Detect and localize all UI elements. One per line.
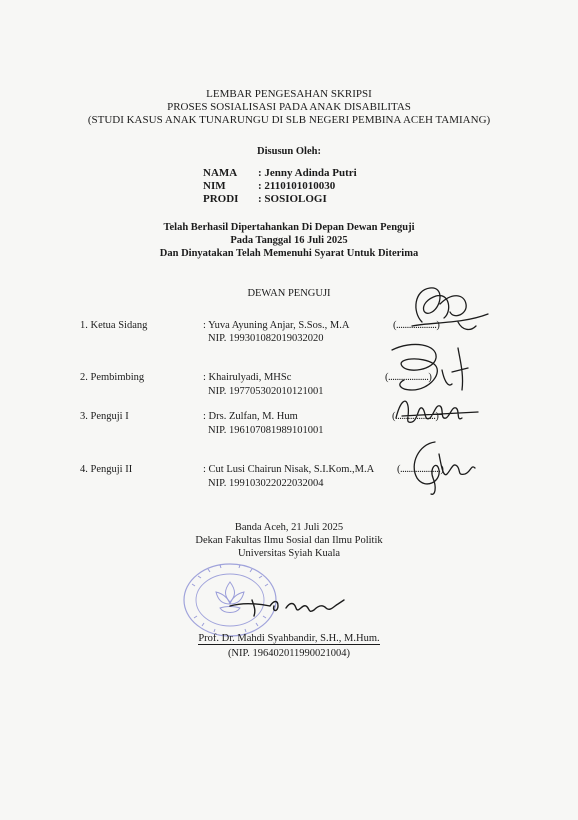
author-prodi-value: : SOSIOLOGI bbox=[258, 193, 327, 205]
examiner-4-signature bbox=[395, 434, 485, 498]
place-date: Banda Aceh, 21 Juli 2025 bbox=[234, 522, 344, 533]
author-heading: Disusun Oleh: bbox=[257, 146, 321, 157]
thesis-title-line1: PROSES SOSIALISASI PADA ANAK DISABILITAS bbox=[167, 101, 411, 113]
author-name-value: : Jenny Adinda Putri bbox=[258, 167, 357, 179]
defense-line1: Telah Berhasil Dipertahankan Di Depan Dewan Penguji bbox=[163, 222, 415, 233]
examiner-1-nip: NIP. 199301082019032020 bbox=[208, 333, 324, 344]
defense-line2: Pada Tanggal 16 Juli 2025 bbox=[230, 235, 348, 246]
dean-signature bbox=[224, 592, 354, 622]
dean-name-text: Prof. Dr. Mahdi Syahbandir, S.H., M.Hum. bbox=[198, 633, 380, 644]
examiner-3-role: 3. Penguji I bbox=[80, 411, 129, 422]
dean-title: Dekan Fakultas Ilmu Sosial dan Ilmu Politik bbox=[195, 535, 383, 546]
document-title: LEMBAR PENGESAHAN SKRIPSI bbox=[206, 88, 372, 100]
author-prodi-row bbox=[203, 193, 327, 205]
examiner-2-role: 2. Pembimbing bbox=[80, 372, 145, 383]
dean-name bbox=[0, 633, 578, 644]
examiner-4-nip: NIP. 199103022022032004 bbox=[208, 478, 324, 489]
author-nim-label: NIM bbox=[203, 180, 226, 192]
university-name: Universitas Syiah Kuala bbox=[237, 548, 341, 559]
examiner-1-signature bbox=[392, 282, 492, 342]
examiner-2-name: : Khairulyadi, MHSc bbox=[203, 372, 292, 383]
dean-nip: (NIP. 196402011990021004) bbox=[227, 648, 351, 659]
examiner-3-nip: NIP. 196107081989101001 bbox=[208, 425, 324, 436]
examiner-3-signature bbox=[392, 392, 482, 432]
defense-line3: Dan Dinyatakan Telah Memenuhi Syarat Untuk Diterima bbox=[159, 248, 419, 259]
examiner-4-role: 4. Penguji II bbox=[80, 464, 133, 475]
examiner-1-role: 1. Ketua Sidang bbox=[80, 320, 148, 331]
examiner-1-signature-line: (...................) bbox=[393, 320, 440, 331]
author-name-label: NAMA bbox=[203, 167, 238, 179]
thesis-title-line2: (STUDI KASUS ANAK TUNARUNGU DI SLB NEGERI PEMBINA ACEH TAMIANG) bbox=[87, 114, 491, 126]
examiner-2-signature bbox=[382, 340, 482, 400]
examiner-2-nip: NIP. 197705302010121001 bbox=[208, 386, 324, 397]
board-heading: DEWAN PENGUJI bbox=[247, 288, 331, 299]
examiner-3-name: : Drs. Zulfan, M. Hum bbox=[203, 411, 298, 422]
examiner-1-name: : Yuva Ayuning Anjar, S.Sos., M.A bbox=[203, 320, 350, 331]
author-name-row bbox=[203, 167, 357, 179]
author-nim-row bbox=[203, 180, 335, 192]
author-prodi-label: PRODI bbox=[203, 193, 239, 205]
examiner-2-signature-line: (...................) bbox=[385, 372, 432, 383]
examiner-3-signature-line: (...................) bbox=[392, 411, 439, 422]
examiner-4-name: : Cut Lusi Chairun Nisak, S.I.Kom.,M.A bbox=[203, 464, 375, 475]
examiner-4-signature-line: (...................) bbox=[397, 464, 444, 475]
author-nim-value: : 2110101010030 bbox=[258, 180, 336, 192]
